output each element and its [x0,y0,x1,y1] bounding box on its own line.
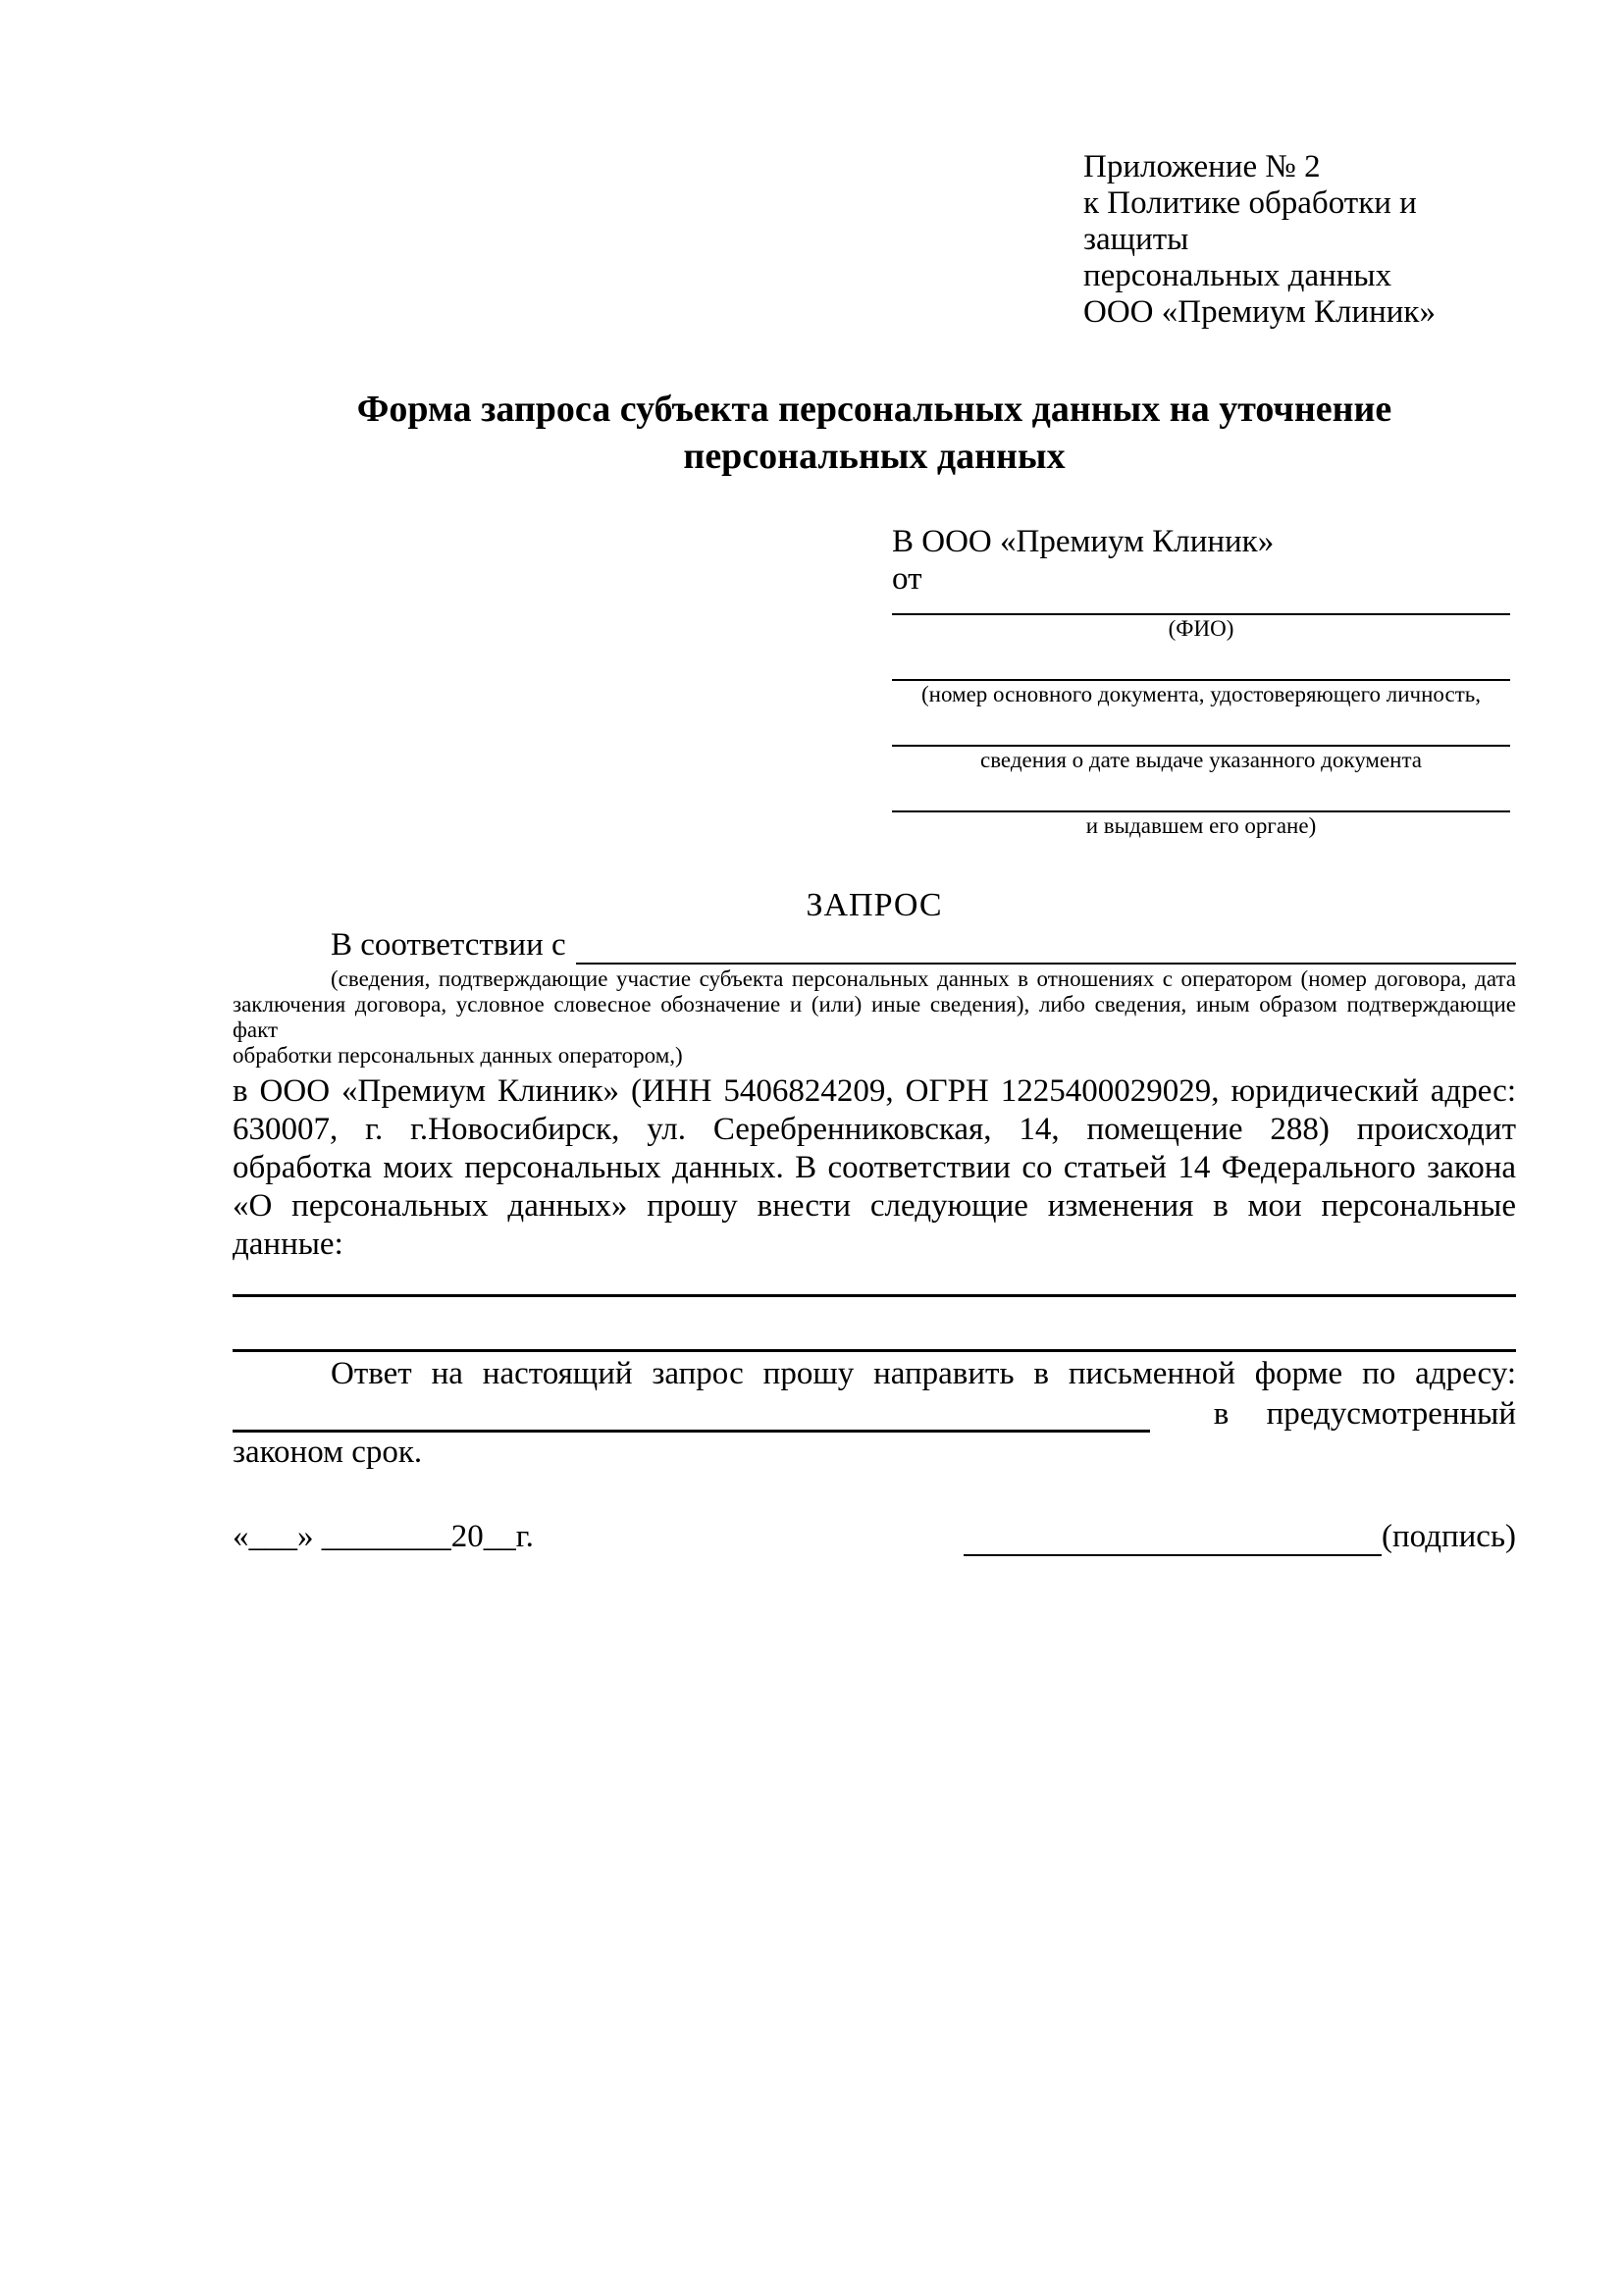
basis-footnote-line-3: обработки персональных данных оператором,) [233,1043,683,1068]
appendix-number-line: Приложение № 2 [1083,149,1321,184]
signature-caption: (подпись) [1382,1519,1516,1554]
request-heading: ЗАПРОС [806,887,943,923]
issue-date-fill-line [892,707,1510,747]
request-body [233,1072,1516,1264]
reply-address-fill-row [233,1393,1516,1433]
addressee-from-label: от [892,561,922,597]
basis-footnote-line-2: заключения договора, условное словесное обозначение и (или) иные сведения), либо сведения, иным образом подтверждающие факт [233,992,1516,1042]
form-title-line-1: Форма запроса субъекта персональных данных на уточнение [356,389,1392,430]
basis-prefix: В соответствии с [331,927,566,963]
fio-caption: (ФИО) [1168,616,1234,641]
issue-authority-caption: и выдавшем его органе) [1085,813,1317,838]
reply-address-line: Ответ на настоящий запрос прошу направить в письменной форме по адресу: [331,1356,1516,1391]
issue-date-caption: сведения о дате выдаче указанного документа [979,748,1423,772]
basis-footnote [233,966,1516,1069]
signature-fill-line [964,1527,1382,1556]
appendix-header [1083,149,1516,331]
reply-term-phrase: в предусмотренный [1213,1396,1516,1432]
fio-fill-line [892,598,1510,615]
basis-fill-line [576,933,1516,965]
form-title-line-2: персональных данных [683,436,1066,477]
signature-block [964,1517,1516,1556]
basis-footnote-line-1: (сведения, подтверждающие участие субъекта персональных данных в отношениях с оператором (номер договора, дата [331,966,1516,991]
issue-authority-fill-line [892,773,1510,812]
addressee-block [892,523,1510,839]
reply-closing-line: законом срок. [233,1435,423,1470]
request-body-line-1: в ООО «Премиум Клиник» (ИНН 5406824209, ОГРН 1225400029029, юридический адрес: [233,1073,1516,1109]
date-blank: «___» ________20__г. [233,1519,534,1554]
document-number-caption: (номер основного документа, удостоверяющего личность, [920,682,1481,706]
address-fill-line [233,1403,1150,1433]
document-number-fill-line [892,642,1510,681]
basis-line [233,925,1516,965]
changes-fill-line-1 [233,1264,1516,1297]
policy-reference-line: к Политике обработки и защиты [1083,185,1417,257]
request-body-line-5: данные: [233,1226,343,1262]
request-body-line-3: обработка моих персональных данных. В соответствии со статьей 14 Федерального закона [233,1150,1516,1185]
form-title [233,386,1516,480]
policy-subject-line: персональных данных [1083,258,1392,293]
request-body-line-2: 630007, г. г.Новосибирск, ул. Серебренниковская, 14, помещение 288) происходит [233,1112,1516,1147]
addressee-organization: В ООО «Премиум Клиник» [892,524,1275,559]
organization-name-line: ООО «Премиум Клиник» [1083,294,1436,330]
changes-fill-line-2 [233,1297,1516,1352]
request-body-line-4: «О персональных данных» прошу внести следующие изменения в мои персональные [233,1188,1516,1224]
date-signature-row [233,1517,1516,1556]
